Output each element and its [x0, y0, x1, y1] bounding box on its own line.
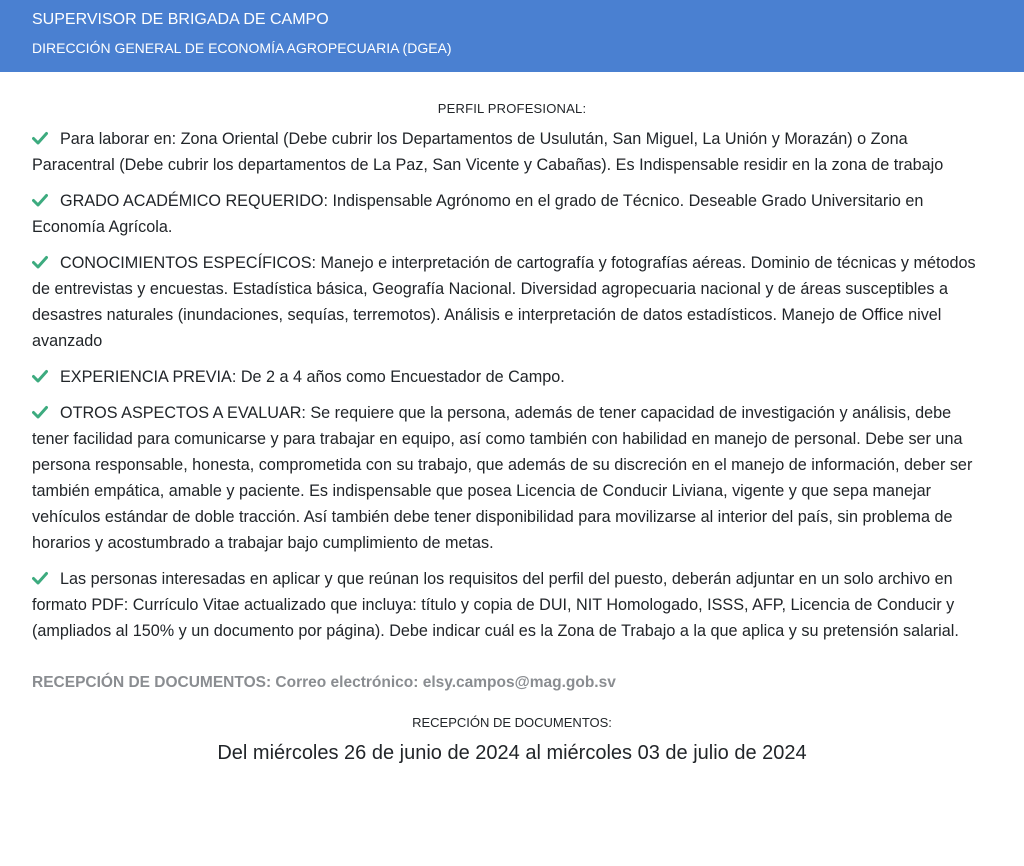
check-icon	[32, 255, 48, 269]
profile-item-text: Para laborar en: Zona Oriental (Debe cubrir los Departamentos de Usulután, San Miguel, La Unión y Morazán) o Zona Paracentral (Debe cubrir los departamentos de La Paz, San Vicente y Cabañas). Es Indispensable residir en la zona de trabajo	[32, 130, 944, 174]
profile-item-experience	[32, 364, 992, 390]
reception-email: RECEPCIÓN DE DOCUMENTOS: Correo electrónico: elsy.campos@mag.gob.sv	[32, 674, 616, 691]
profile-heading: PERFIL PROFESIONAL:	[437, 101, 587, 116]
profile-item-text: Las personas interesadas en aplicar y que reúnan los requisitos del perfil del puesto, deberán adjuntar en un solo archivo en formato PDF: Currículo Vitae actualizado que incluya: título y copia de DUI, NIT Homologado, ISSS, AFP, Licencia de Conducir y (ampliados al 150% y un documento por página). Debe indicar cuál es la Zona de Trabajo a la que aplica y su pretensión salarial.	[32, 570, 959, 640]
department-name: DIRECCIÓN GENERAL DE ECONOMÍA AGROPECUARIA (DGEA)	[32, 40, 452, 56]
check-icon	[32, 369, 48, 383]
check-icon	[32, 193, 48, 207]
profile-item-text: EXPERIENCIA PREVIA: De 2 a 4 años como Encuestador de Campo.	[60, 368, 565, 386]
reception-heading: RECEPCIÓN DE DOCUMENTOS:	[412, 715, 612, 730]
check-icon	[32, 405, 48, 419]
check-icon	[32, 571, 48, 585]
job-title: SUPERVISOR DE BRIGADA DE CAMPO	[32, 11, 329, 28]
profile-item-text: CONOCIMIENTOS ESPECÍFICOS: Manejo e interpretación de cartografía y fotografías aéreas. Dominio de técnicas y métodos de entrevistas y encuestas. Estadística básica, Geografía Nacional. Diversidad agropecuaria nacional y de áreas susceptibles a desastres naturales (inundaciones, sequías, terremotos). Análisis e interpretación de datos estadísticos. Manejo de Office nivel avanzado	[32, 254, 976, 350]
profile-item-location	[32, 126, 992, 178]
job-description	[0, 101, 1024, 766]
profile-item-text: GRADO ACADÉMICO REQUERIDO: Indispensable Agrónomo en el grado de Técnico. Deseable Grado Universitario en Economía Agrícola.	[32, 192, 924, 236]
check-icon	[32, 131, 48, 145]
profile-item-other-aspects	[32, 400, 992, 556]
page-header	[0, 0, 1024, 72]
profile-item-application	[32, 566, 992, 644]
profile-item-text: OTROS ASPECTOS A EVALUAR: Se requiere que la persona, además de tener capacidad de investigación y análisis, debe tener facilidad para comunicarse y para trabajar en equipo, así como también con habilidad en manejo de personal. Debe ser una persona responsable, honesta, comprometida con su trabajo, que además de su discreción en el manejo de información, deber ser también empática, amable y paciente. Es indispensable que posea Licencia de Conducir Liviana, vigente y que sepa manejar vehículos estándar de doble tracción. Así también debe tener disponibilidad para movilizarse al interior del país, sin problema de horarios y acostumbrado a trabajar bajo cumplimiento de metas.	[32, 404, 973, 552]
reception-dates: Del miércoles 26 de junio de 2024 al miércoles 03 de julio de 2024	[217, 742, 807, 764]
profile-item-knowledge	[32, 250, 992, 354]
profile-item-academic	[32, 188, 992, 240]
